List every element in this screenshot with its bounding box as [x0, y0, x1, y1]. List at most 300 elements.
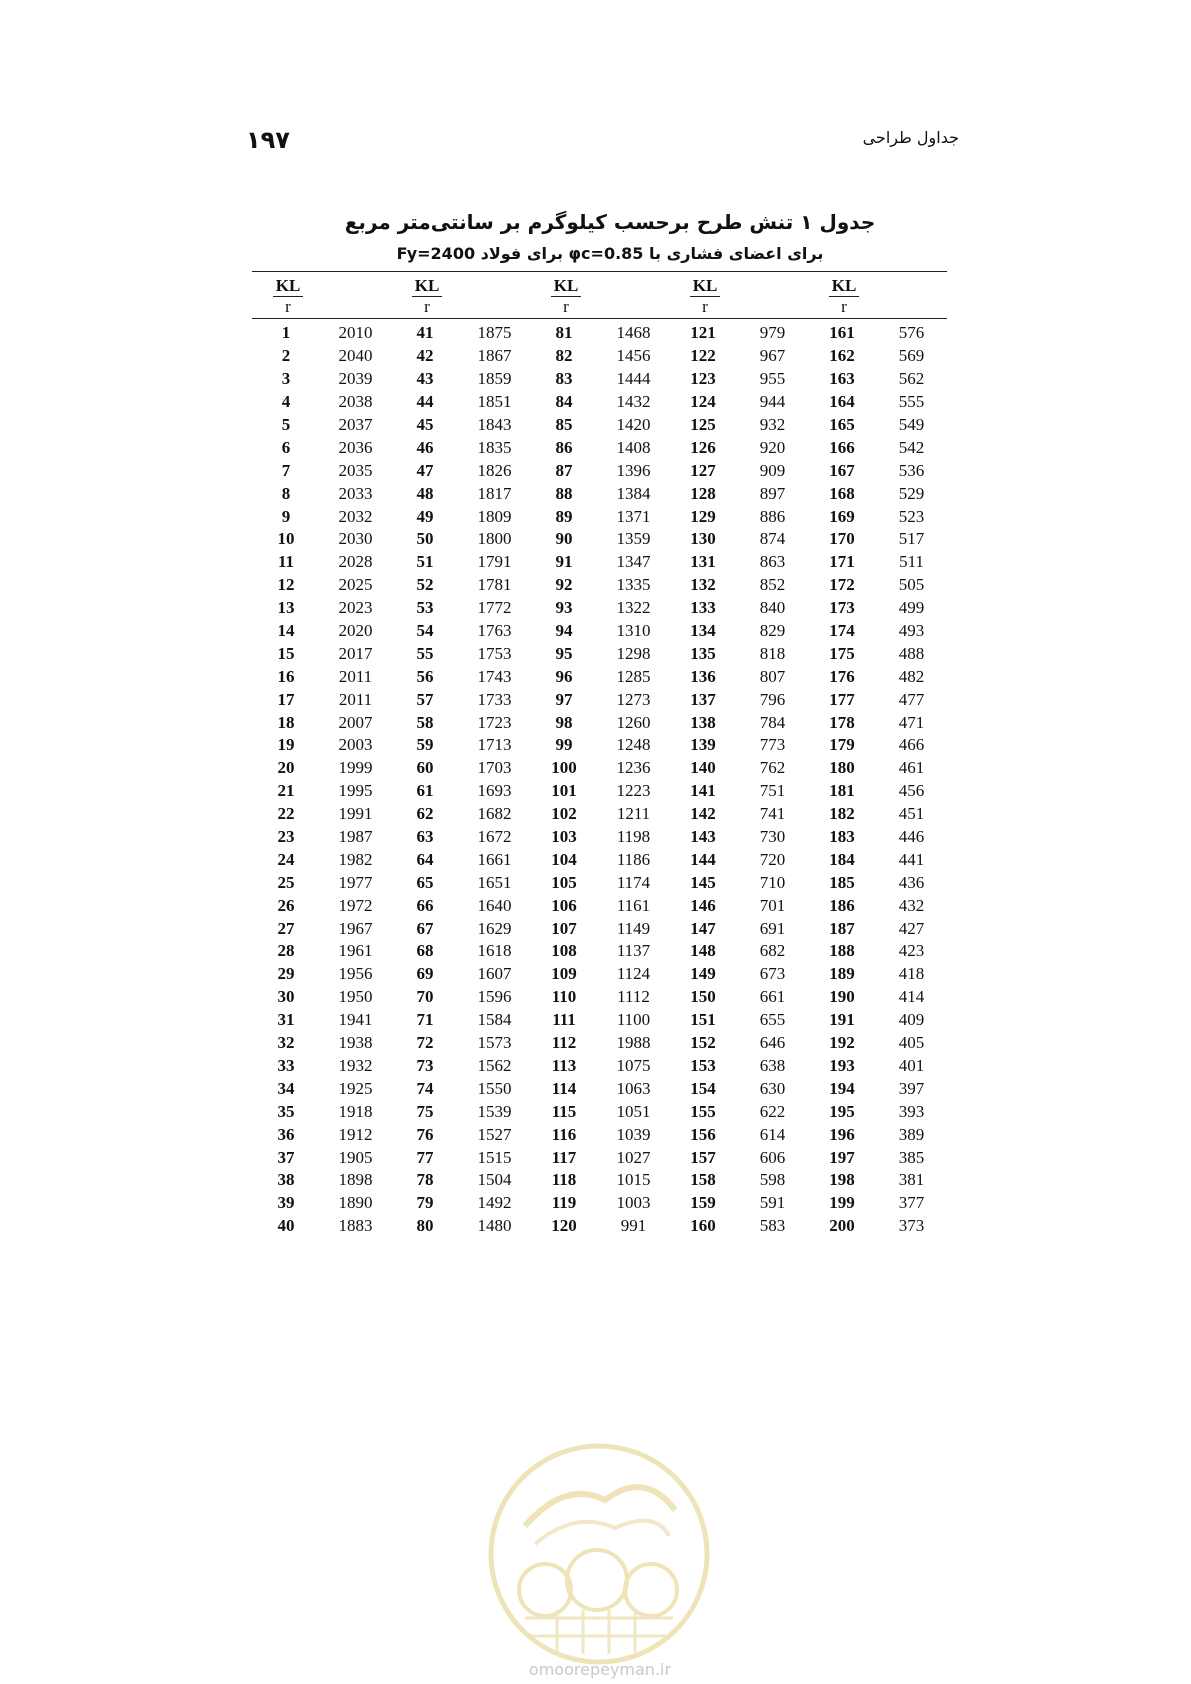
stress-cell: 1995 — [338, 781, 373, 801]
stress-cell: 1753 — [477, 643, 512, 663]
slenderness-cell: 189 — [829, 964, 855, 984]
stress-cell: 555 — [898, 392, 925, 412]
slenderness-cell: 59 — [416, 735, 434, 755]
table-row — [252, 1032, 947, 1055]
stress-cell: 1763 — [477, 621, 512, 641]
slenderness-cell: 152 — [690, 1033, 716, 1053]
header-denominator: r — [841, 297, 847, 316]
stress-cell: 1918 — [338, 1101, 373, 1121]
slenderness-cell: 200 — [829, 1216, 855, 1236]
table-row — [252, 986, 947, 1009]
slenderness-cell: 143 — [690, 827, 716, 847]
stress-cell: 1112 — [617, 987, 650, 1007]
slenderness-cell: 175 — [829, 643, 855, 663]
table-title: جدول ۱ تنش طرح برحسب کیلوگرم بر سانتی‌متر مربع — [344, 210, 876, 234]
stress-cell: 493 — [898, 621, 925, 641]
stress-cell: 1867 — [477, 346, 512, 366]
slenderness-cell: 98 — [555, 712, 573, 732]
stress-cell: 1988 — [616, 1033, 651, 1053]
slenderness-cell: 139 — [690, 735, 716, 755]
stress-cell: 829 — [759, 621, 786, 641]
slenderness-cell: 118 — [551, 1170, 577, 1190]
slenderness-cell: 147 — [690, 918, 716, 938]
slenderness-cell: 37 — [277, 1147, 295, 1167]
slenderness-cell: 128 — [690, 483, 716, 503]
stress-cell: 477 — [898, 689, 925, 709]
stress-cell: 1941 — [338, 1010, 373, 1030]
slenderness-cell: 151 — [690, 1010, 716, 1030]
slenderness-cell: 106 — [551, 895, 577, 915]
stress-cell: 2040 — [338, 346, 373, 366]
table-row — [252, 963, 947, 986]
slenderness-cell: 168 — [829, 483, 855, 503]
stress-cell: 1100 — [616, 1010, 651, 1030]
table-row — [252, 1169, 947, 1192]
stress-cell: 1027 — [616, 1147, 651, 1167]
table-row — [252, 665, 947, 688]
stress-cell: 1733 — [477, 689, 512, 709]
column-header-kl-r — [258, 276, 318, 317]
table-row — [252, 688, 947, 711]
slenderness-cell: 73 — [416, 1055, 434, 1075]
stress-cell: 1972 — [338, 895, 373, 915]
slenderness-cell: 85 — [555, 415, 573, 434]
slenderness-cell: 122 — [690, 346, 716, 366]
stress-cell: 710 — [759, 872, 786, 892]
stress-cell: 1051 — [616, 1101, 651, 1121]
slenderness-cell: 74 — [416, 1078, 434, 1098]
slenderness-cell: 60 — [416, 758, 434, 778]
slenderness-cell: 177 — [829, 689, 855, 709]
slenderness-cell: 142 — [690, 804, 716, 824]
stress-cell: 456 — [898, 781, 925, 801]
slenderness-cell: 68 — [416, 941, 434, 961]
stress-cell: 967 — [759, 346, 786, 366]
stress-cell: 682 — [759, 941, 786, 961]
slenderness-cell: 191 — [829, 1010, 855, 1030]
stress-cell: 529 — [898, 483, 925, 503]
stress-cell: 638 — [759, 1055, 786, 1075]
stress-cell: 1999 — [338, 758, 373, 778]
slenderness-cell: 99 — [555, 735, 573, 755]
slenderness-cell: 100 — [551, 758, 577, 778]
slenderness-cell: 53 — [416, 598, 434, 618]
slenderness-cell: 66 — [416, 895, 434, 915]
slenderness-cell: 87 — [555, 460, 573, 480]
table-row — [252, 734, 947, 757]
slenderness-cell: 103 — [551, 827, 577, 847]
table-row — [252, 322, 947, 345]
slenderness-cell: 30 — [277, 987, 295, 1007]
stress-cell: 606 — [759, 1147, 786, 1167]
slenderness-cell: 196 — [829, 1124, 855, 1144]
slenderness-cell: 136 — [690, 666, 716, 686]
stress-cell: 1124 — [616, 964, 651, 984]
slenderness-cell: 171 — [829, 552, 855, 572]
slenderness-cell: 181 — [829, 781, 855, 801]
stress-cell: 405 — [898, 1033, 925, 1053]
slenderness-cell: 107 — [551, 918, 577, 938]
table-row — [252, 871, 947, 894]
table-row — [252, 917, 947, 940]
table-row — [252, 345, 947, 368]
table-row — [252, 482, 947, 505]
stress-cell: 1347 — [616, 552, 651, 572]
table-row — [252, 574, 947, 597]
stress-cell: 2035 — [338, 460, 373, 480]
stress-cell: 446 — [898, 827, 925, 847]
slenderness-cell: 185 — [829, 872, 855, 892]
stress-cell: 482 — [898, 666, 925, 686]
slenderness-cell: 25 — [277, 872, 295, 892]
slenderness-cell: 10 — [277, 529, 295, 549]
slenderness-cell: 163 — [829, 369, 855, 389]
stress-cell: 549 — [898, 415, 925, 434]
header-numerator: KL — [412, 276, 442, 297]
slenderness-cell: 158 — [690, 1170, 716, 1190]
slenderness-cell: 58 — [416, 712, 434, 732]
slenderness-cell: 40 — [277, 1216, 295, 1236]
slenderness-cell: 55 — [416, 643, 434, 663]
stress-cell: 1950 — [338, 987, 373, 1007]
slenderness-cell: 194 — [829, 1078, 855, 1098]
slenderness-cell: 84 — [555, 392, 573, 412]
stress-cell: 2037 — [338, 415, 373, 434]
slenderness-cell: 117 — [551, 1147, 577, 1167]
slenderness-cell: 199 — [829, 1193, 855, 1213]
stress-cell: 1596 — [477, 987, 512, 1007]
stress-cell: 1420 — [616, 415, 651, 434]
stress-cell: 2010 — [338, 323, 373, 343]
slenderness-cell: 164 — [829, 392, 855, 412]
table-row — [252, 1100, 947, 1123]
slenderness-cell: 62 — [416, 804, 434, 824]
stress-cell: 505 — [898, 575, 925, 595]
stress-cell: 1161 — [616, 895, 651, 915]
slenderness-cell: 135 — [690, 643, 716, 663]
stress-cell: 1743 — [477, 666, 512, 686]
header-denominator: r — [702, 297, 708, 316]
slenderness-cell: 79 — [416, 1193, 434, 1213]
stress-cell: 1991 — [338, 804, 373, 824]
header-numerator: KL — [551, 276, 581, 297]
slenderness-cell: 169 — [829, 506, 855, 526]
stress-cell: 377 — [898, 1193, 925, 1213]
slenderness-cell: 61 — [416, 781, 434, 801]
slenderness-cell: 112 — [551, 1033, 577, 1053]
slenderness-cell: 156 — [690, 1124, 716, 1144]
stress-cell: 517 — [898, 529, 925, 549]
slenderness-cell: 7 — [281, 460, 291, 480]
slenderness-cell: 126 — [690, 437, 716, 457]
stress-cell: 1826 — [477, 460, 512, 480]
slenderness-cell: 51 — [416, 552, 434, 572]
table-row — [252, 414, 947, 437]
stress-cell: 1273 — [616, 689, 651, 709]
stress-cell: 646 — [759, 1033, 786, 1053]
stress-cell: 1223 — [616, 781, 651, 801]
stress-cell: 1859 — [477, 369, 512, 389]
stress-cell: 773 — [759, 735, 786, 755]
slenderness-cell: 197 — [829, 1147, 855, 1167]
table-row — [252, 1146, 947, 1169]
slenderness-cell: 190 — [829, 987, 855, 1007]
stress-cell: 874 — [759, 529, 786, 549]
slenderness-cell: 71 — [416, 1010, 434, 1030]
table-row — [252, 826, 947, 849]
slenderness-cell: 162 — [829, 346, 855, 366]
table-row — [252, 459, 947, 482]
stress-cell: 1772 — [477, 598, 512, 618]
stress-cell: 414 — [898, 987, 925, 1007]
slenderness-cell: 48 — [416, 483, 434, 503]
stress-cell: 542 — [898, 437, 925, 457]
stress-cell: 1359 — [616, 529, 651, 549]
slenderness-cell: 123 — [690, 369, 716, 389]
stress-cell: 471 — [898, 712, 925, 732]
stress-cell: 1444 — [616, 369, 651, 389]
stress-cell: 661 — [759, 987, 786, 1007]
table-row — [252, 642, 947, 665]
table-row — [252, 894, 947, 917]
stress-cell: 393 — [898, 1101, 925, 1121]
stress-cell: 562 — [898, 369, 925, 389]
table-header-rule — [252, 318, 947, 319]
slenderness-cell: 4 — [281, 392, 291, 412]
slenderness-cell: 45 — [416, 415, 434, 434]
stress-cell: 614 — [759, 1124, 786, 1144]
slenderness-cell: 27 — [277, 918, 295, 938]
slenderness-cell: 148 — [690, 941, 716, 961]
slenderness-cell: 93 — [555, 598, 573, 618]
table-row — [252, 436, 947, 459]
stress-cell: 807 — [759, 666, 786, 686]
stress-cell: 932 — [759, 415, 786, 434]
slenderness-cell: 124 — [690, 392, 716, 412]
stress-cell: 2033 — [338, 483, 373, 503]
slenderness-cell: 42 — [416, 346, 434, 366]
slenderness-cell: 188 — [829, 941, 855, 961]
stress-cell: 1174 — [616, 872, 651, 892]
slenderness-cell: 69 — [416, 964, 434, 984]
slenderness-cell: 72 — [416, 1033, 434, 1053]
stress-cell: 1408 — [616, 437, 651, 457]
slenderness-cell: 153 — [690, 1055, 716, 1075]
stress-cell: 630 — [759, 1078, 786, 1098]
stress-cell: 920 — [759, 437, 786, 457]
stress-cell: 1236 — [616, 758, 651, 778]
slenderness-cell: 47 — [416, 460, 434, 480]
table-row — [252, 597, 947, 620]
slenderness-cell: 95 — [555, 643, 573, 663]
stress-cell: 1640 — [477, 895, 512, 915]
stress-cell: 1492 — [477, 1193, 512, 1213]
stress-cell: 944 — [759, 392, 786, 412]
omoorepeyman-logo — [485, 1440, 713, 1668]
stress-cell: 1539 — [477, 1101, 512, 1121]
stress-cell: 536 — [898, 460, 925, 480]
stress-cell: 488 — [898, 643, 925, 663]
stress-cell: 511 — [899, 552, 924, 572]
slenderness-cell: 198 — [829, 1170, 855, 1190]
slenderness-cell: 70 — [416, 987, 434, 1007]
stress-cell: 397 — [898, 1078, 925, 1098]
slenderness-cell: 174 — [829, 621, 855, 641]
header-denominator: r — [285, 297, 291, 316]
stress-cell: 1186 — [616, 849, 651, 869]
slenderness-cell: 108 — [551, 941, 577, 961]
slenderness-cell: 8 — [281, 483, 291, 503]
slenderness-cell: 78 — [416, 1170, 434, 1190]
slenderness-cell: 186 — [829, 895, 855, 915]
slenderness-cell: 1 — [281, 323, 291, 343]
slenderness-cell: 165 — [829, 415, 855, 434]
stress-cell: 1384 — [616, 483, 651, 503]
slenderness-cell: 89 — [555, 506, 573, 526]
stress-cell: 1527 — [477, 1124, 512, 1144]
stress-table — [252, 322, 947, 1238]
stress-cell: 1912 — [338, 1124, 373, 1144]
table-row — [252, 711, 947, 734]
stress-cell: 1682 — [477, 804, 512, 824]
slenderness-cell: 176 — [829, 666, 855, 686]
table-row — [252, 505, 947, 528]
table-row — [252, 1215, 947, 1238]
stress-cell: 2023 — [338, 598, 373, 618]
slenderness-cell: 192 — [829, 1033, 855, 1053]
slenderness-cell: 26 — [277, 895, 295, 915]
stress-cell: 1661 — [477, 849, 512, 869]
slenderness-cell: 91 — [555, 552, 573, 572]
slenderness-cell: 120 — [551, 1216, 577, 1236]
stress-cell: 1335 — [616, 575, 651, 595]
stress-cell: 1322 — [616, 598, 651, 618]
slenderness-cell: 86 — [555, 437, 573, 457]
stress-cell: 389 — [898, 1124, 925, 1144]
table-row — [252, 368, 947, 391]
stress-cell: 2011 — [338, 689, 373, 709]
stress-cell: 1713 — [477, 735, 512, 755]
slenderness-cell: 114 — [551, 1078, 577, 1098]
slenderness-cell: 57 — [416, 689, 434, 709]
stress-cell: 1723 — [477, 712, 512, 732]
stress-cell: 1956 — [338, 964, 373, 984]
slenderness-cell: 125 — [690, 415, 716, 434]
slenderness-cell: 36 — [277, 1124, 295, 1144]
stress-cell: 1843 — [477, 415, 512, 434]
stress-cell: 373 — [898, 1216, 925, 1236]
watermark-site: omoorepeyman.ir — [528, 1660, 672, 1679]
slenderness-cell: 34 — [277, 1078, 295, 1098]
slenderness-cell: 105 — [551, 872, 577, 892]
table-row — [252, 1123, 947, 1146]
slenderness-cell: 129 — [690, 506, 716, 526]
slenderness-cell: 46 — [416, 437, 434, 457]
stress-cell: 1550 — [477, 1078, 512, 1098]
slenderness-cell: 146 — [690, 895, 716, 915]
table-row — [252, 1192, 947, 1215]
stress-cell: 2030 — [338, 529, 373, 549]
stress-cell: 2028 — [338, 552, 373, 572]
slenderness-cell: 11 — [277, 552, 295, 572]
slenderness-cell: 155 — [690, 1101, 716, 1121]
slenderness-cell: 173 — [829, 598, 855, 618]
stress-cell: 385 — [898, 1147, 925, 1167]
slenderness-cell: 56 — [416, 666, 434, 686]
page-number: ۱۹۷ — [246, 126, 290, 154]
slenderness-cell: 52 — [416, 575, 434, 595]
slenderness-cell: 24 — [277, 849, 295, 869]
stress-cell: 432 — [898, 895, 925, 915]
slenderness-cell: 116 — [551, 1124, 577, 1144]
stress-cell: 1809 — [477, 506, 512, 526]
table-body — [252, 322, 947, 1238]
table-row — [252, 780, 947, 803]
slenderness-cell: 82 — [555, 346, 573, 366]
stress-cell: 691 — [759, 918, 786, 938]
stress-cell: 1967 — [338, 918, 373, 938]
header-numerator: KL — [829, 276, 859, 297]
stress-cell: 1396 — [616, 460, 651, 480]
slenderness-cell: 18 — [277, 712, 295, 732]
slenderness-cell: 32 — [277, 1033, 295, 1053]
stress-cell: 852 — [759, 575, 786, 595]
slenderness-cell: 96 — [555, 666, 573, 686]
slenderness-cell: 81 — [555, 323, 573, 343]
stress-cell: 1371 — [616, 506, 651, 526]
stress-cell: 2020 — [338, 621, 373, 641]
column-header-kl-r — [814, 276, 874, 317]
stress-cell: 622 — [759, 1101, 786, 1121]
slenderness-cell: 172 — [829, 575, 855, 595]
stress-cell: 1063 — [616, 1078, 651, 1098]
slenderness-cell: 9 — [281, 506, 291, 526]
slenderness-cell: 22 — [277, 804, 295, 824]
stress-cell: 598 — [759, 1170, 786, 1190]
slenderness-cell: 44 — [416, 392, 434, 412]
running-head: جداول طراحی — [862, 128, 959, 147]
stress-cell: 720 — [759, 849, 786, 869]
header-denominator: r — [424, 297, 430, 316]
stress-cell: 423 — [898, 941, 925, 961]
table-top-rule — [252, 271, 947, 272]
slenderness-cell: 94 — [555, 621, 573, 641]
stress-cell: 1298 — [616, 643, 651, 663]
slenderness-cell: 83 — [555, 369, 573, 389]
table-row — [252, 848, 947, 871]
stress-cell: 441 — [898, 849, 925, 869]
stress-cell: 2038 — [338, 392, 373, 412]
slenderness-cell: 20 — [277, 758, 295, 778]
stress-cell: 1211 — [616, 804, 651, 824]
stress-cell: 1693 — [477, 781, 512, 801]
slenderness-cell: 14 — [277, 621, 295, 641]
slenderness-cell: 92 — [555, 575, 573, 595]
slenderness-cell: 21 — [277, 781, 295, 801]
slenderness-cell: 137 — [690, 689, 716, 709]
stress-cell: 1987 — [338, 827, 373, 847]
slenderness-cell: 180 — [829, 758, 855, 778]
slenderness-cell: 167 — [829, 460, 855, 480]
stress-cell: 741 — [759, 804, 786, 824]
stress-cell: 499 — [898, 598, 925, 618]
stress-cell: 1672 — [477, 827, 512, 847]
stress-cell: 523 — [898, 506, 925, 526]
slenderness-cell: 13 — [277, 598, 295, 618]
stress-cell: 2017 — [338, 643, 373, 663]
slenderness-cell: 182 — [829, 804, 855, 824]
slenderness-cell: 41 — [416, 323, 434, 343]
